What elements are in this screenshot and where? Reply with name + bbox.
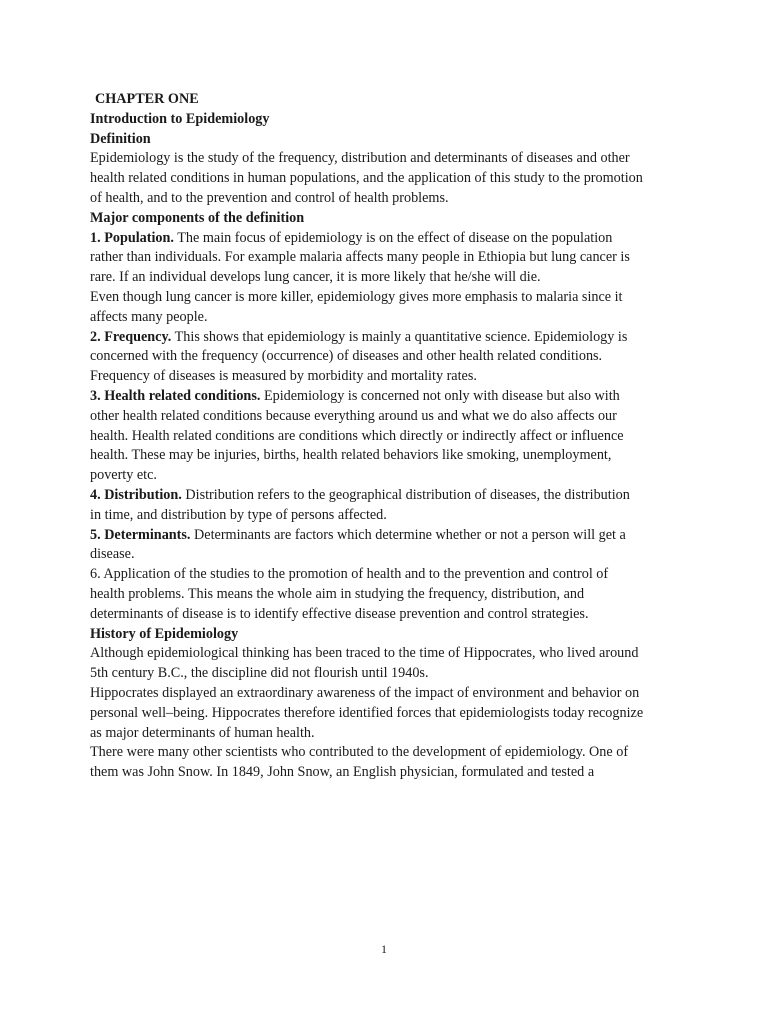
text-line: Even though lung cancer is more killer, epidemiology gives more emphasis to malaria since it: [90, 288, 623, 305]
chapter-heading: CHAPTER ONE: [95, 91, 199, 107]
item-text: Determinants are factors which determine whether or not a person will get a: [190, 526, 626, 543]
document-page: [90, 90, 690, 783]
definition-heading: Definition: [90, 130, 151, 147]
application-paragraph: [90, 565, 690, 624]
text-line: health. These may be injuries, births, health related behaviors like smoking, unemployment,: [90, 447, 612, 464]
components-heading: Major components of the definition: [90, 209, 305, 226]
text-line: Frequency of diseases is measured by morbidity and mortality rates.: [90, 368, 477, 385]
text-line: of health, and to the prevention and control of health problems.: [90, 189, 449, 206]
text-line: concerned with the frequency (occurrence) of diseases and other health related conditions.: [90, 348, 603, 365]
item-label: 2. Frequency.: [90, 328, 172, 345]
text-line: personal well–being. Hippocrates therefore identified forces that epidemiologists today recognize: [90, 704, 644, 721]
history-paragraph: [90, 644, 690, 783]
item-text: Distribution refers to the geographical distribution of diseases, the distribution: [181, 486, 630, 503]
item-label: 5. Determinants.: [90, 526, 191, 543]
item-label: 3. Health related conditions.: [90, 387, 261, 404]
text-line: health. Health related conditions are conditions which directly or indirectly affect or influence: [90, 427, 624, 444]
text-line: health problems. This means the whole aim in studying the frequency, distribution, and: [90, 585, 585, 602]
definition-paragraph: [90, 149, 690, 208]
text-line: [90, 387, 690, 407]
item-text: This shows that epidemiology is mainly a quantitative science. Epidemiology is: [171, 328, 628, 345]
text-line: affects many people.: [90, 308, 208, 325]
text-line: 5th century B.C., the discipline did not flourish until 1940s.: [90, 665, 429, 682]
text-line: them was John Snow. In 1849, John Snow, an English physician, formulated and tested a: [90, 764, 595, 781]
text-line: in time, and distribution by type of persons affected.: [90, 506, 387, 523]
text-line: Although epidemiological thinking has been traced to the time of Hippocrates, who lived around: [90, 645, 639, 662]
health-conditions-paragraph: [90, 387, 690, 486]
page-number: 1: [381, 942, 387, 956]
population-paragraph: [90, 229, 690, 328]
text-line: as major determinants of human health.: [90, 724, 315, 741]
text-line: [90, 526, 690, 546]
text-line: [90, 328, 690, 348]
text-line: other health related conditions because everything around us and what we do also affects our: [90, 407, 617, 424]
text-line: rare. If an individual develops lung cancer, it is more likely that he/she will die.: [90, 269, 541, 286]
item-label: 4. Distribution.: [90, 486, 182, 503]
text-line: Hippocrates displayed an extraordinary awareness of the impact of environment and behavior on: [90, 684, 640, 701]
text-line: [90, 229, 690, 249]
text-line: health related conditions in human populations, and the application of this study to the promotion: [90, 170, 643, 187]
distribution-paragraph: [90, 486, 690, 526]
item-text: Epidemiology is concerned not only with disease but also with: [260, 387, 620, 404]
text-line: Epidemiology is the study of the frequency, distribution and determinants of diseases and other: [90, 150, 630, 167]
determinants-paragraph: [90, 526, 690, 566]
item-label: 1. Population.: [90, 229, 174, 246]
item-text: The main focus of epidemiology is on the effect of disease on the population: [173, 229, 613, 246]
text-line: poverty etc.: [90, 467, 157, 484]
text-line: [90, 486, 690, 506]
text-line: There were many other scientists who contributed to the development of epidemiology. One of: [90, 744, 629, 761]
text-line: 6. Application of the studies to the promotion of health and to the prevention and control of: [90, 566, 609, 583]
history-heading: History of Epidemiology: [90, 625, 239, 642]
text-line: rather than individuals. For example malaria affects many people in Ethiopia but lung cancer is: [90, 249, 630, 266]
text-line: disease.: [90, 546, 135, 563]
frequency-paragraph: [90, 328, 690, 387]
document-title: Introduction to Epidemiology: [90, 110, 270, 127]
text-line: determinants of disease is to identify effective disease prevention and control strategies.: [90, 605, 589, 622]
